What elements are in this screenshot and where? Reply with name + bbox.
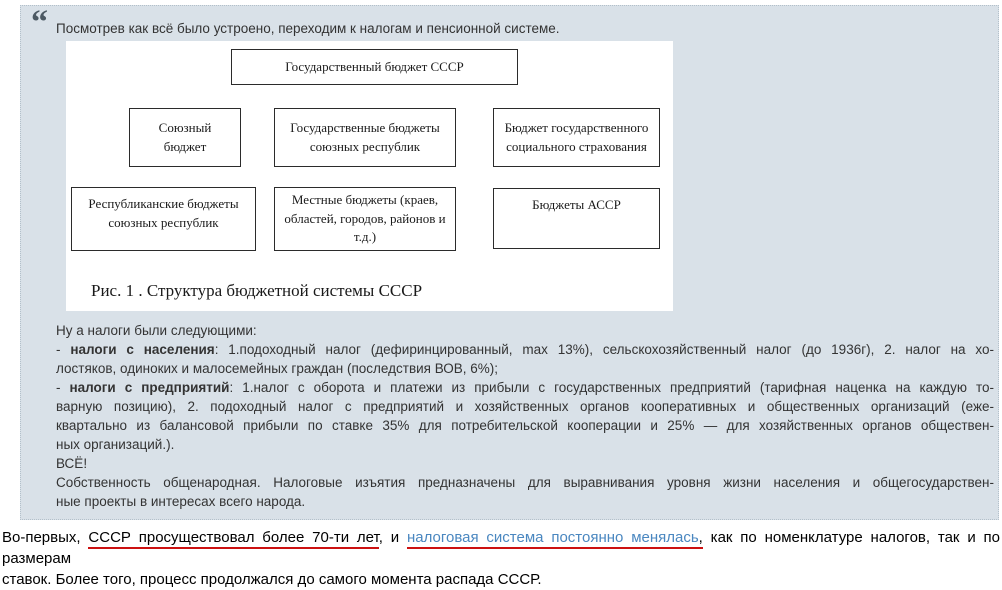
population-taxes-line2: лостяков, одиноких и малосемейных граждан (последствия ВОВ, 6%); xyxy=(56,361,499,376)
quote-body-text xyxy=(56,321,994,511)
population-dash: - xyxy=(56,342,71,357)
enterprise-taxes-bold-label: налоги с предприятий xyxy=(69,380,230,395)
population-taxes-line1-rest: : 1.подоходный налог (дефиринцированный, max 13%), сельскохозяйственный налог (до 1936г), 2. налог на хо- xyxy=(214,342,994,357)
footer-line2: ставок. Более того, процесс продолжался до самого момента распада СССР. xyxy=(2,571,542,588)
figure-box-union-budget: Союзный бюджет xyxy=(129,108,241,167)
figure-box-republic-state-budgets: Государственные бюджеты союзных республик xyxy=(274,108,456,167)
property-line2: ные проекты в интересах всего народа. xyxy=(56,494,306,509)
quote-intro-text: Посмотрев как всё было устроено, переходим к налогам и пенсионной системе. xyxy=(56,21,560,36)
figure-box-state-budget-ussr: Государственный бюджет СССР xyxy=(231,49,518,85)
footer-link-comma: , xyxy=(699,529,703,549)
population-taxes-line1 xyxy=(56,340,994,359)
taxes-lead-line: Ну а налоги были следующими: xyxy=(56,323,257,338)
budget-structure-figure xyxy=(66,41,673,311)
footer-line1-end: как по номенклатуре налогов, так и по размерам xyxy=(2,529,1000,567)
enterprise-taxes-line1 xyxy=(56,378,994,397)
enterprise-taxes-line1-rest: : 1.налог с оборота и платежи из прибыли с государственных предприятий (тарифная наценка на каждую то- xyxy=(229,380,994,395)
property-line1: Собственность общенародная. Налоговые изъятия предназначены для выравнивания уровня жизни населения и общегосударствен- xyxy=(56,475,994,490)
figure-box-assr-budgets: Бюджеты АССР xyxy=(493,188,660,249)
population-taxes-bold-label: налоги с населения xyxy=(70,342,215,357)
vse-line: ВСЁ! xyxy=(56,456,88,471)
quote-icon: “ xyxy=(31,4,48,41)
quote-block xyxy=(20,5,999,520)
figure-box-social-insurance-budget: Бюджет государственного социального страхования xyxy=(493,108,660,167)
figure-caption: Рис. 1 . Структура бюджетной системы СССР xyxy=(91,281,423,300)
footer-underlined-phrase: СССР просуществовал более 70-ти лет xyxy=(88,529,378,549)
footer-line1 xyxy=(2,527,1000,569)
enterprise-taxes-line4: ных организаций.). xyxy=(56,437,175,452)
enterprise-taxes-line3: квартально из балансовой прибыли по ставке 35% для потребительской кооперации и 25% — для хозяйственных органов обществен- xyxy=(56,418,994,433)
footer-line1-mid: , и xyxy=(378,529,407,546)
footer-paragraph xyxy=(2,527,1000,590)
figure-box-republican-budgets: Республиканские бюджеты союзных республик xyxy=(71,187,256,251)
enterprise-dash: - xyxy=(56,380,70,395)
figure-box-local-budgets: Местные бюджеты (краев, областей, городов, районов и т.д.) xyxy=(274,187,456,251)
footer-link[interactable]: налоговая система постоянно менялась xyxy=(407,529,699,549)
footer-line1-start: Во-первых, xyxy=(2,529,89,546)
enterprise-taxes-line2: варную позицию), 2. подоходный налог с предприятий и хозяйственных органов кооперативных и общественных организаций (еже- xyxy=(56,399,994,414)
